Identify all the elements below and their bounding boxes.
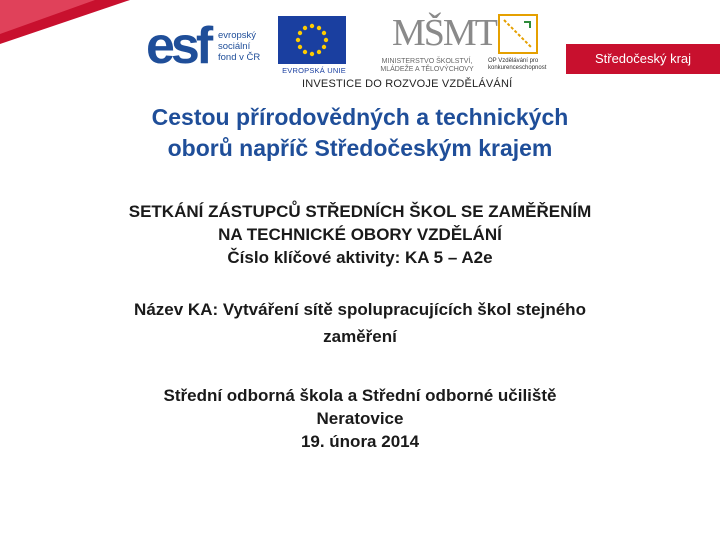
investice-slogan: INVESTICE DO ROZVOJE VZDĚLÁVÁNÍ [302, 78, 513, 90]
meeting-line-2: NA TECHNICKÉ OBORY VZDĚLÁNÍ [218, 225, 502, 244]
school-info [90, 384, 630, 453]
logo-bar [0, 0, 720, 100]
activity-number: Číslo klíčové aktivity: KA 5 – A2e [227, 248, 493, 267]
ka-name-line-1: Název KA: Vytváření sítě spolupracujících škol stejného [134, 300, 586, 319]
esf-logo [146, 14, 274, 78]
op-logo-text: OP Vzdělávání pro konkurenceschopnost [488, 58, 547, 71]
msmt-logo-mark: MŠMT [392, 12, 496, 54]
meeting-line-1: SETKÁNÍ ZÁSTUPCŮ STŘEDNÍCH ŠKOL SE ZAMĚŘENÍM [128, 202, 592, 221]
msmt-logo [378, 12, 496, 74]
eu-stars-icon [278, 16, 346, 64]
eu-caption: EVROPSKÁ UNIE [282, 66, 346, 75]
meeting-heading [40, 200, 680, 269]
school-name-line-2: Neratovice [316, 409, 404, 428]
slide-title-line-1: Cestou přírodovědných a technických [151, 104, 569, 130]
msmt-logo-text: MINISTERSTVO ŠKOLSTVÍ, MLÁDEŽE A TĚLOVÝCHOVY [380, 58, 474, 73]
op-logo-icon [498, 14, 538, 54]
slide-title-line-2: oborů napříč Středočeským krajem [167, 135, 553, 161]
esf-logo-mark: esf [146, 17, 210, 75]
corner-decoration-inner [0, 0, 95, 34]
event-date: 19. února 2014 [300, 432, 420, 451]
esf-logo-text: evropský sociální fond v ČR [218, 30, 261, 63]
op-logo [488, 12, 552, 76]
slide-title [60, 102, 660, 164]
ka-name [40, 296, 680, 350]
eu-flag-icon [278, 16, 346, 64]
school-name-line-1: Střední odborná škola a Střední odborné učiliště [163, 386, 557, 405]
op-diagonal-icon [500, 16, 536, 52]
stredocesky-kraj-logo: Středočeský kraj [566, 44, 720, 74]
ka-name-line-2: zaměření [323, 327, 397, 346]
